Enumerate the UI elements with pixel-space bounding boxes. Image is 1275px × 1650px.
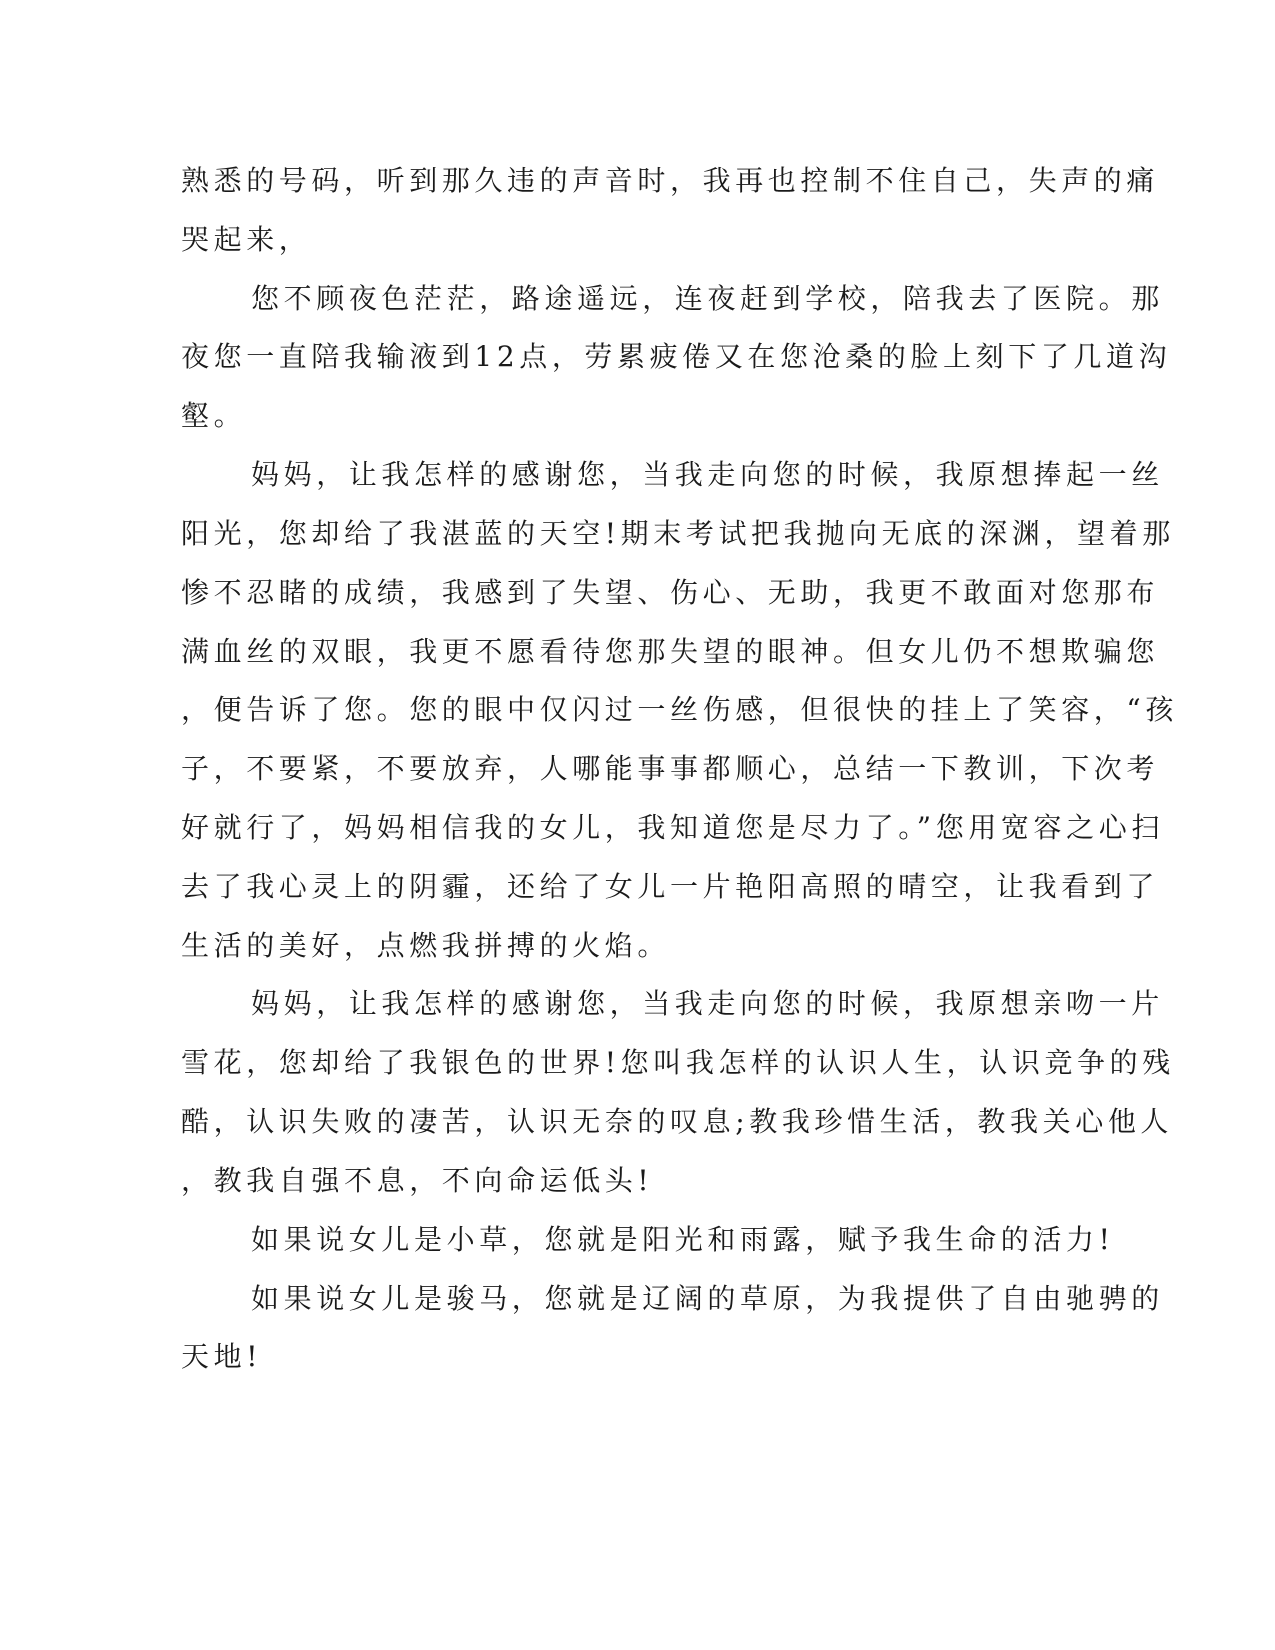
- text-line: 如果说女儿是小草，您就是阳光和雨露，赋予我生命的活力!: [251, 1223, 1115, 1256]
- text-line: ，教我自强不息，不向命运低头!: [181, 1164, 654, 1197]
- text-line: 雪花，您却给了我银色的世界!您叫我怎样的认识人生，认识竞争的残: [181, 1046, 1175, 1079]
- text-line: 子，不要紧，不要放弃，人哪能事事都顺心，总结一下教训，下次考: [181, 752, 1160, 785]
- text-line: 夜您一直陪我输液到12点，劳累疲倦又在您沧桑的脸上刻下了几道沟: [181, 340, 1172, 373]
- text-line: 惨不忍睹的成绩，我感到了失望、伤心、无助，我更不敢面对您那布: [181, 576, 1160, 609]
- text-line: ，便告诉了您。您的眼中仅闪过一丝伤感，但很快的挂上了笑容，“孩: [181, 693, 1178, 726]
- text-line: 天地!: [181, 1340, 263, 1373]
- text-line: 壑。: [181, 399, 247, 432]
- text-line: 熟悉的号码，听到那久违的声音时，我再也控制不住自己，失声的痛: [181, 164, 1160, 197]
- text-line: 满血丝的双眼，我更不愿看待您那失望的眼神。但女儿仍不想欺骗您: [181, 635, 1160, 668]
- text-line: 去了我心灵上的阴霾，还给了女儿一片艳阳高照的晴空，让我看到了: [181, 870, 1160, 903]
- text-line: 哭起来，: [181, 223, 312, 256]
- text-line: 酷，认识失败的凄苦，认识无奈的叹息;教我珍惜生活，教我关心他人: [181, 1105, 1174, 1138]
- text-line: 如果说女儿是骏马，您就是辽阔的草原，为我提供了自由驰骋的: [251, 1282, 1164, 1315]
- text-line: 生活的美好，点燃我拼搏的火焰。: [181, 929, 671, 962]
- text-line: 好就行了，妈妈相信我的女儿，我知道您是尽力了。”您用宽容之心扫: [181, 811, 1164, 844]
- text-line: 阳光，您却给了我湛蓝的天空!期末考试把我抛向无底的深渊，望着那: [181, 517, 1175, 550]
- text-line: 您不顾夜色茫茫，路途遥远，连夜赶到学校，陪我去了医院。那: [251, 282, 1164, 315]
- text-line: 妈妈，让我怎样的感谢您，当我走向您的时候，我原想捧起一丝: [251, 458, 1164, 491]
- text-line: 妈妈，让我怎样的感谢您，当我走向您的时候，我原想亲吻一片: [251, 987, 1164, 1020]
